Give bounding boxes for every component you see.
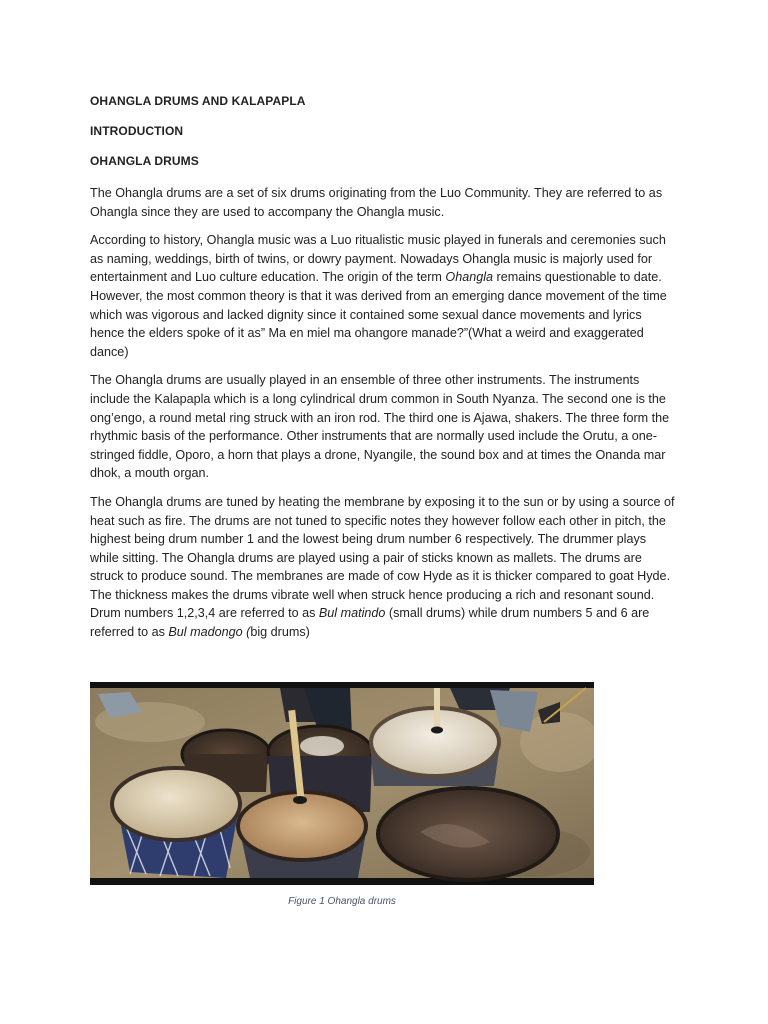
- paragraph-4-text-a: The Ohangla drums are tuned by heating the membrane by exposing it to the sun or by using a source of heat such as fire. The drums are not tuned to specific notes they however follow each other in pitch, the highest being drum number 1 and the lowest being drum number 6 respectively. The drummer plays while sitting. The Ohangla drums are played using a pair of sticks known as mallets. The drums are struck to produce sound. The membranes are made of cow Hyde as it is thicker compared to goat Hyde. The thickness makes the drums vibrate well when struck hence producing a rich and resonant sound. Drum numbers 1,2,3,4 are referred to as: [90, 494, 675, 621]
- paragraph-2-text-b: remains questionable to date. However, the most common theory is that it was derived from an emerging dance movement of the time which was vigorous and lacked dignity since it contained some sexual dance movements and lyrics hence the elders spoke of it as” Ma en miel ma ohangore manade?”(What a weird and exaggerated dance): [90, 270, 667, 359]
- paragraph-2-text-a: According to history, Ohangla music was a Luo ritualistic music played in funerals and ceremonies such as naming, weddings, birth of twins, or dowry payment. Nowadays Ohangla music is majorly used for entertainment and Luo culture education. The origin of the term: [90, 233, 666, 285]
- subsection-heading-ohangla-drums: OHANGLA DRUMS: [90, 154, 199, 168]
- paragraph-4-text-b: (small drums) while drum numbers 5 and 6 are referred to as: [90, 606, 650, 640]
- paragraph-4: [90, 493, 678, 642]
- paragraph-4-text-c: big drums): [250, 625, 310, 640]
- section-heading-introduction: INTRODUCTION: [90, 124, 184, 138]
- paragraph-2: [90, 231, 678, 361]
- figure-ohangla-drums-photo: [90, 682, 594, 885]
- paragraph-4-emphasis-1: Bul matindo: [318, 606, 386, 621]
- paragraph-2-emphasis: Ohangla: [445, 270, 494, 285]
- figure-caption: Figure 1 Ohangla drums: [288, 896, 396, 907]
- document-title: OHANGLA DRUMS AND KALAPAPLA: [90, 94, 306, 108]
- paragraph-4-emphasis-2: Bul madongo (: [168, 625, 251, 640]
- paragraph-3: The Ohangla drums are usually played in an ensemble of three other instruments. The instruments include the Kalapapla which is a long cylindrical drum common in South Nyanza. The second one is the ong’engo, a round metal ring struck with an iron rod. The third one is Ajawa, shakers. The three form the rhythmic basis of the performance. Other instruments that are normally used include the Orutu, a one-stringed fiddle, Oporo, a horn that plays a drone, Nyangile, the sound box and at times the Onanda mar dhok, a mouth organ.: [90, 373, 670, 481]
- paragraph-1: The Ohangla drums are a set of six drums originating from the Luo Community. They are referred to as Ohangla since they are used to accompany the Ohangla music.: [90, 186, 663, 219]
